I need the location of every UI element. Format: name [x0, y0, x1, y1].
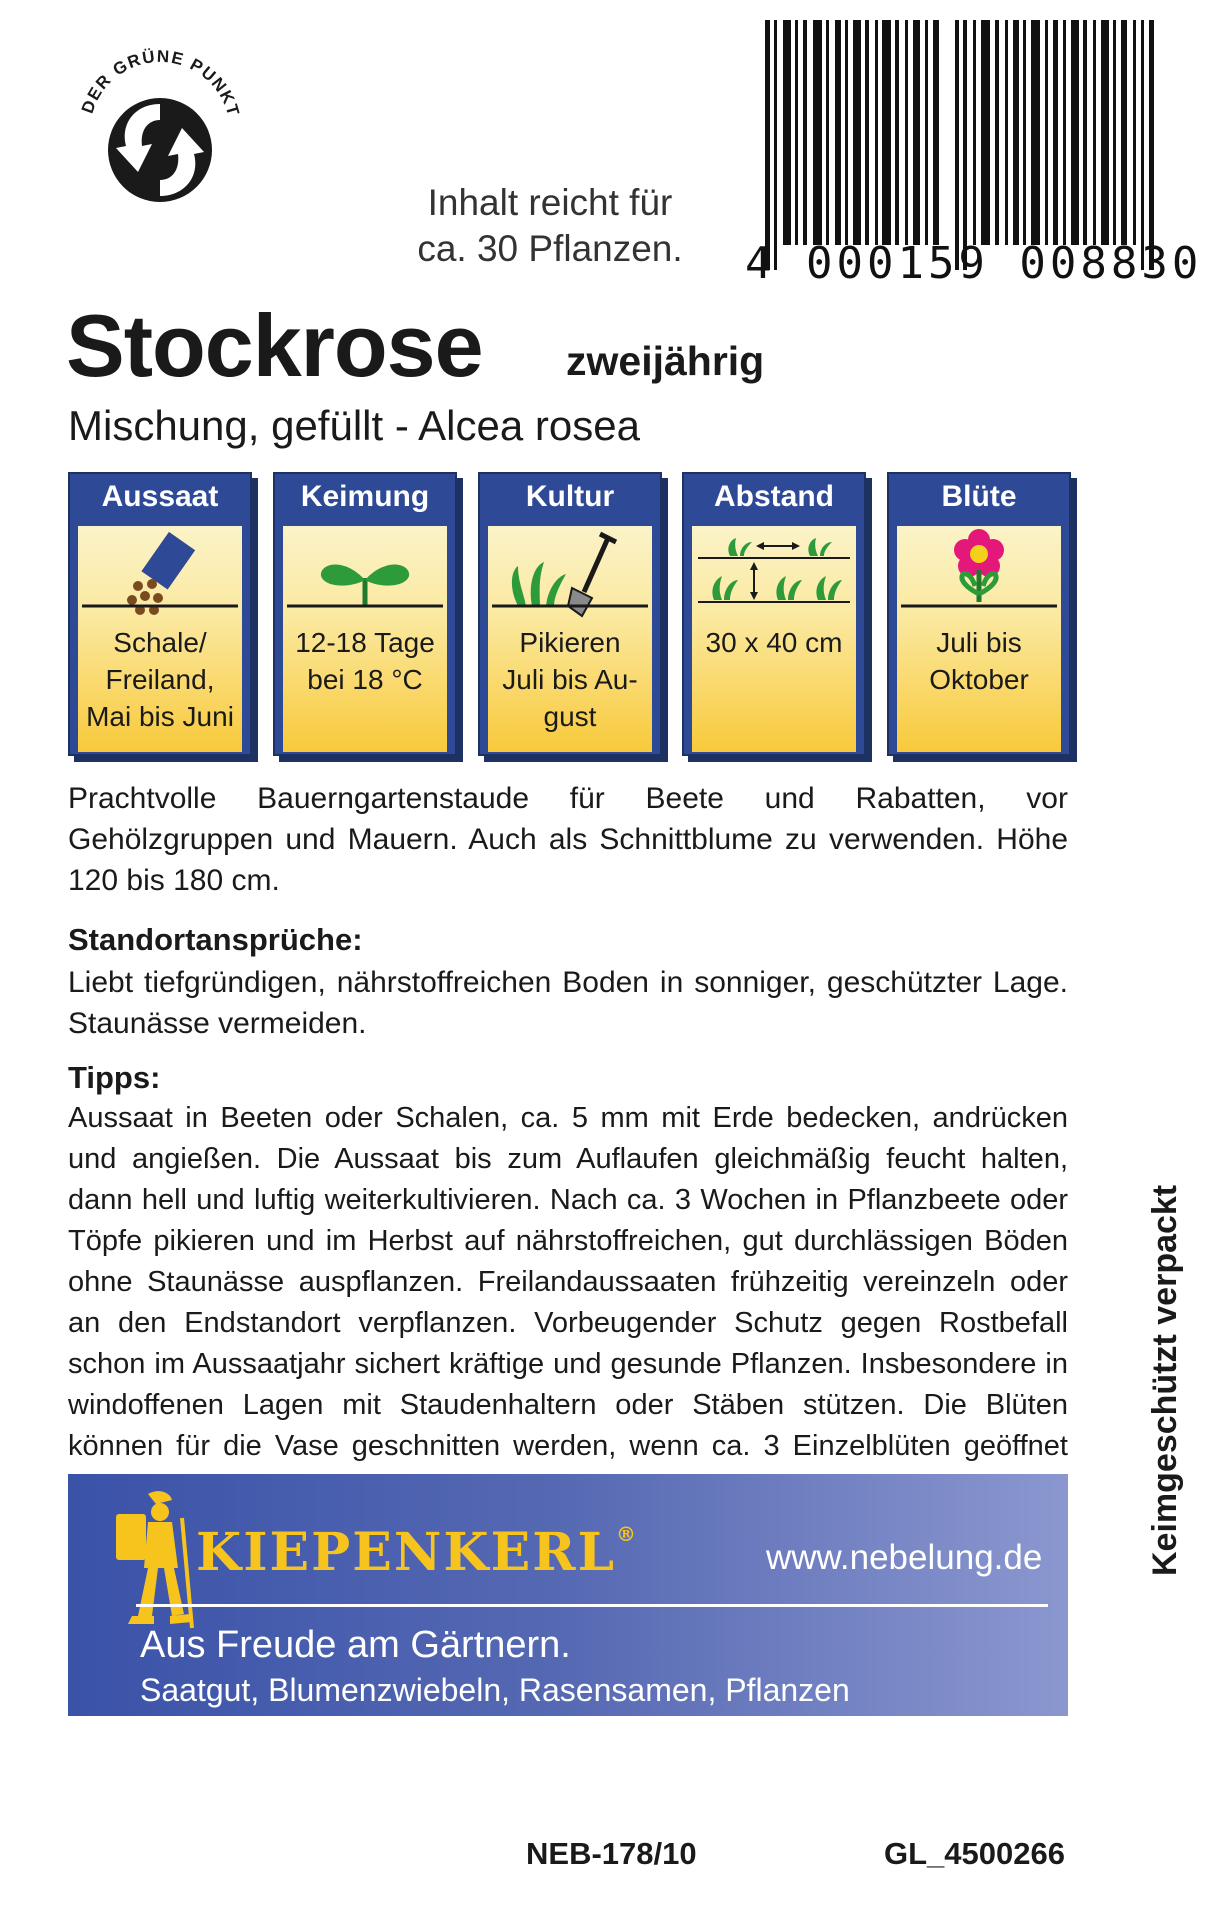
product-range: Saatgut, Blumenzwiebeln, Rasensamen, Pflanzen — [140, 1672, 850, 1708]
sowing-icon — [78, 526, 242, 621]
info-box-line: Schale/ — [113, 627, 207, 658]
brand-slogan: Aus Freude am Gärtnern. — [140, 1624, 571, 1666]
info-box-sowing — [68, 472, 252, 756]
info-box-culture — [478, 472, 662, 756]
info-box-line: Oktober — [929, 664, 1029, 695]
seedling-icon — [283, 526, 447, 621]
info-box-line: bei 18 °C — [307, 664, 423, 695]
product-variety: Mischung, gefüllt - Alcea rosea — [68, 402, 640, 449]
info-box-line: Juli bis — [936, 627, 1022, 658]
info-box-line: Mai bis Juni — [86, 701, 234, 732]
info-box-line: 12-18 Tage — [295, 627, 435, 658]
brand-name-text: KIEPENKERL — [196, 1522, 617, 1583]
info-box-title: Keimung — [300, 480, 430, 513]
location-text: Liebt tiefgründigen, nährstoffreichen Boden in sonniger, geschützter Lage. Staunässe vermeiden. — [68, 966, 1068, 1040]
brand-name — [196, 1522, 638, 1583]
info-box-line: Pikieren — [519, 627, 621, 658]
info-box-line: Juli bis Au- — [502, 664, 638, 695]
info-box-line: 30 x 40 cm — [705, 627, 843, 658]
info-box-title: Aussaat — [101, 480, 219, 513]
info-box-title: Blüte — [941, 480, 1017, 513]
spacing-icon — [692, 526, 856, 621]
gl-code: GL_4500266 — [884, 1836, 1065, 1871]
kiepenkerl-figure-icon — [108, 1488, 198, 1638]
vertical-note-text: Keimgeschützt verpackt — [1146, 1184, 1184, 1576]
gruener-punkt-logo — [60, 32, 260, 232]
article-number: NEB-178/10 — [526, 1836, 697, 1871]
info-box-line: Freiland, — [105, 664, 215, 695]
barcode — [765, 20, 1175, 270]
registered-mark: ® — [616, 1522, 639, 1546]
website-link[interactable]: www.nebelung.de — [766, 1538, 1043, 1577]
content-note-line2: ca. 30 Pflanzen. — [417, 228, 683, 269]
info-box-bloom — [887, 472, 1071, 756]
tips-heading: Tipps: — [68, 1060, 161, 1095]
product-lifecycle: zweijährig — [566, 338, 765, 384]
content-note — [380, 180, 720, 272]
brand-banner — [68, 1474, 1068, 1716]
flower-icon — [897, 526, 1061, 621]
banner-divider — [136, 1604, 1048, 1607]
content-note-line1: Inhalt reicht für — [427, 182, 673, 223]
tips-text: Aussaat in Beeten oder Schalen, ca. 5 mm mit Erde bedecken, andrücken und angießen. Die Aussaat bis zum Auflaufen gleichmäßig feucht halten, dann hell und luftig weiterkultivieren. Nach ca. 3 Wochen in Pflanzbeete oder Töpfe pikieren und im Herbst auf nährstoffreichen, gut durchlässigen Böden ohne Staunässe auspflanzen. Freilandaussaaten frühzeitig vereinzeln oder an den Endstandort verpflanzen. Vorbeugender Schutz gegen Rostbefall schon im Aussaatjahr sichert kräftige und gesunde Pflanzen. Insbesondere in windoffenen Lagen mit Staudenhaltern oder Stäben stützen. Die Blüten können für die Vase geschnitten werden, wenn ca. 3 Einzelblüten geöffnet — [68, 1102, 1068, 1462]
info-box-spacing — [682, 472, 866, 756]
svg-text:DER GRÜNE PUNKT: DER GRÜNE PUNKT — [77, 46, 244, 120]
info-box-line: gust — [543, 701, 597, 732]
info-box-title: Kultur — [525, 480, 615, 513]
barcode-number: 4 000159 008830 — [745, 238, 1203, 289]
location-heading: Standortansprüche: — [68, 922, 363, 957]
vertical-note — [1146, 1184, 1186, 1576]
info-box-title: Abstand — [714, 480, 834, 513]
product-title: Stockrose — [66, 296, 483, 395]
product-description: Prachtvolle Bauerngartenstaude für Beete und Rabatten, vor Gehölzgruppen und Mauern. Auch als Schnittblume zu verwenden. Höhe 120 bis 180 cm. — [68, 782, 1068, 897]
spade-plants-icon — [488, 526, 652, 621]
info-box-germination — [273, 472, 457, 756]
